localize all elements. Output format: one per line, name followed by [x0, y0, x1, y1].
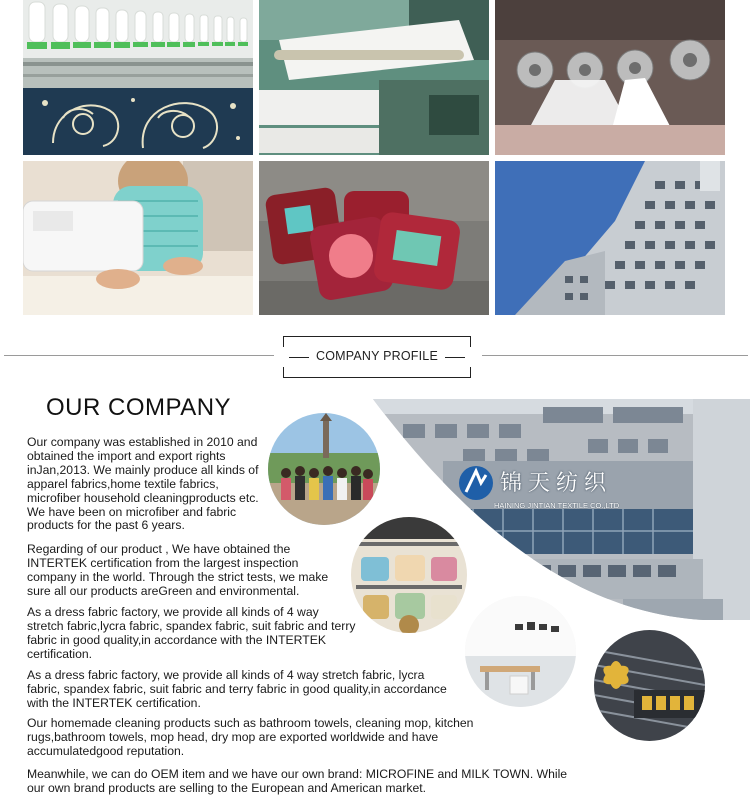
company-paragraph-3: As a dress fabric factory, we provide all kinds of 4 way stretch fabric,lycra fabric, spandex fabric, suit fabric and terry fabric in good quality,in accordance with the INTERTEK certification. [27, 605, 356, 661]
photo-team-circle [268, 413, 380, 525]
divider-line-right [482, 355, 748, 356]
divider-line-left [4, 355, 274, 356]
building-sign-chinese: 锦天纺织 [500, 471, 613, 496]
section-heading: OUR COMPANY [46, 394, 232, 421]
photo-sewing-woman [23, 161, 253, 315]
photo-office-circle [465, 596, 576, 707]
photo-building-logo-circle [594, 630, 705, 741]
company-paragraph-6: Meanwhile, we can do OEM item and we have our own brand: MICROFINE and MILK TOWN. While our own brand products are selling to the European and American market. [27, 767, 568, 795]
company-paragraph-4: As a dress fabric factory, we provide all kinds of 4 way stretch fabric, lycra fabric, spandex fabric, suit fabric and terry fabric in good quality,in accordance with the INTERTEK certification. [27, 668, 447, 710]
company-paragraph-1: Our company was established in 2010 and obtained the import and export rights inJan,2013. We mainly produce all kinds of apparel fabrics,home textile fabrics, microfiber household cleaningproducts etc. We have been on microfiber and fabric products for the past 6 years. [27, 435, 259, 533]
building-sign-english: HAINING JINTIAN TEXTILE CO.,LTD [494, 501, 620, 510]
company-profile-banner [283, 336, 471, 378]
photo-factory-building [495, 161, 725, 315]
company-paragraph-5: Our homemade cleaning products such as bathroom towels, cleaning mop, kitchen rugs,bathroom towels, mop head, dry mop are exported worldwide and have accumulatedgood reputation. [27, 716, 474, 758]
banner-label: COMPANY PROFILE [315, 349, 438, 363]
photo-pillows [259, 161, 489, 315]
photo-dyeing-machines [495, 0, 725, 155]
photo-showroom-circle [351, 517, 467, 633]
photo-spinning-machine [23, 0, 253, 88]
photo-fabric-rolls [259, 0, 489, 155]
company-paragraph-2: Regarding of our product , We have obtained the INTERTEK certification from the largest inspection company in the world. Through the strict tests, we make sure all our products areGreen and environmental. [27, 542, 329, 598]
photo-elephant-print [23, 88, 253, 155]
